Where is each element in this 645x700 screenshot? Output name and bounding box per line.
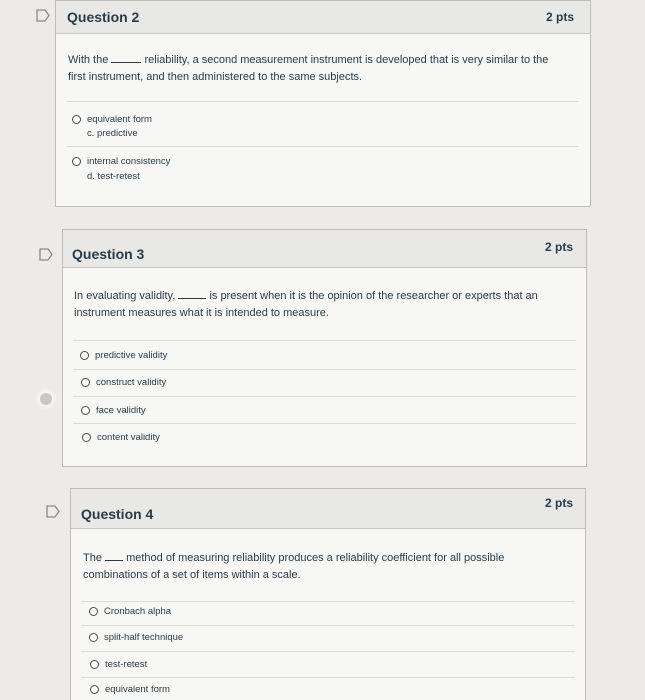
question-4-text	[83, 550, 573, 584]
radio-icon[interactable]	[90, 660, 99, 669]
flag-question-4-icon[interactable]	[46, 505, 60, 518]
answer-label: internal consistency	[87, 156, 171, 167]
question-3-points: 2 pts	[544, 240, 573, 254]
answer-label: split-half technique	[104, 632, 184, 643]
question-4-text-start: The	[83, 552, 102, 564]
question-2-card	[55, 0, 591, 207]
radio-icon[interactable]	[89, 607, 98, 616]
radio-icon[interactable]	[72, 115, 81, 124]
radio-icon[interactable]	[82, 433, 91, 442]
answer-option[interactable]	[72, 114, 152, 125]
answer-label: test-retest	[105, 659, 148, 670]
question-2-points: 2 pts	[545, 10, 574, 24]
answer-option[interactable]	[89, 632, 183, 643]
question-2-text-start: With the	[68, 54, 109, 66]
answer-sub-label: d. test-retest	[87, 171, 140, 182]
radio-icon[interactable]	[80, 351, 89, 360]
answer-label: face validity	[96, 405, 146, 416]
question-3-header	[63, 230, 586, 268]
question-4-title: Question 4	[81, 506, 154, 522]
answer-label: equivalent form	[87, 114, 152, 125]
question-4-points: 2 pts	[544, 496, 573, 510]
radio-icon[interactable]	[72, 157, 81, 166]
question-4-text-line2: combinations of a set of items within a scale.	[83, 569, 301, 581]
radio-icon[interactable]	[81, 406, 90, 415]
question-3-text-start: In evaluating validity,	[74, 290, 176, 302]
answer-label: Cronbach alpha	[104, 606, 172, 617]
flag-question-3-icon[interactable]	[39, 248, 53, 261]
answer-option[interactable]	[90, 684, 170, 695]
answer-option[interactable]	[80, 350, 167, 361]
question-4-card	[70, 488, 586, 700]
answer-option[interactable]	[82, 432, 160, 443]
answer-sub-label: c. predictive	[87, 128, 138, 139]
answer-label: content validity	[97, 432, 160, 443]
flag-question-2-icon[interactable]	[36, 9, 50, 22]
question-2-text-line2: first instrument, and then administered to the same subjects.	[68, 71, 363, 83]
answer-label: predictive validity	[95, 350, 168, 361]
question-2-header	[56, 1, 590, 34]
question-2-title: Question 2	[67, 9, 140, 25]
question-3-title: Question 3	[72, 246, 145, 262]
question-4-text-end: method of measuring reliability produces a reliability coefficient for all possible	[126, 552, 505, 564]
answer-option[interactable]	[72, 156, 170, 167]
question-2-text	[68, 52, 578, 86]
radio-icon[interactable]	[90, 685, 99, 694]
status-dot	[40, 393, 52, 405]
radio-icon[interactable]	[81, 378, 90, 387]
radio-icon[interactable]	[89, 633, 98, 642]
answer-option[interactable]	[89, 606, 171, 617]
question-3-text	[74, 288, 574, 322]
question-3-text-line2: instrument measures what it is intended to measure.	[74, 307, 329, 319]
question-3-text-end: is present when it is the opinion of the researcher or experts that an	[209, 290, 538, 302]
answer-label: equivalent form	[105, 684, 170, 695]
answer-option[interactable]	[81, 405, 146, 416]
question-2-text-end: reliability, a second measurement instrument is developed that is very similar to the	[144, 54, 549, 66]
answer-label: construct validity	[96, 377, 167, 388]
answer-option[interactable]	[90, 659, 147, 670]
answer-option[interactable]	[81, 377, 166, 388]
question-3-card	[62, 229, 587, 467]
question-4-header	[71, 489, 585, 529]
